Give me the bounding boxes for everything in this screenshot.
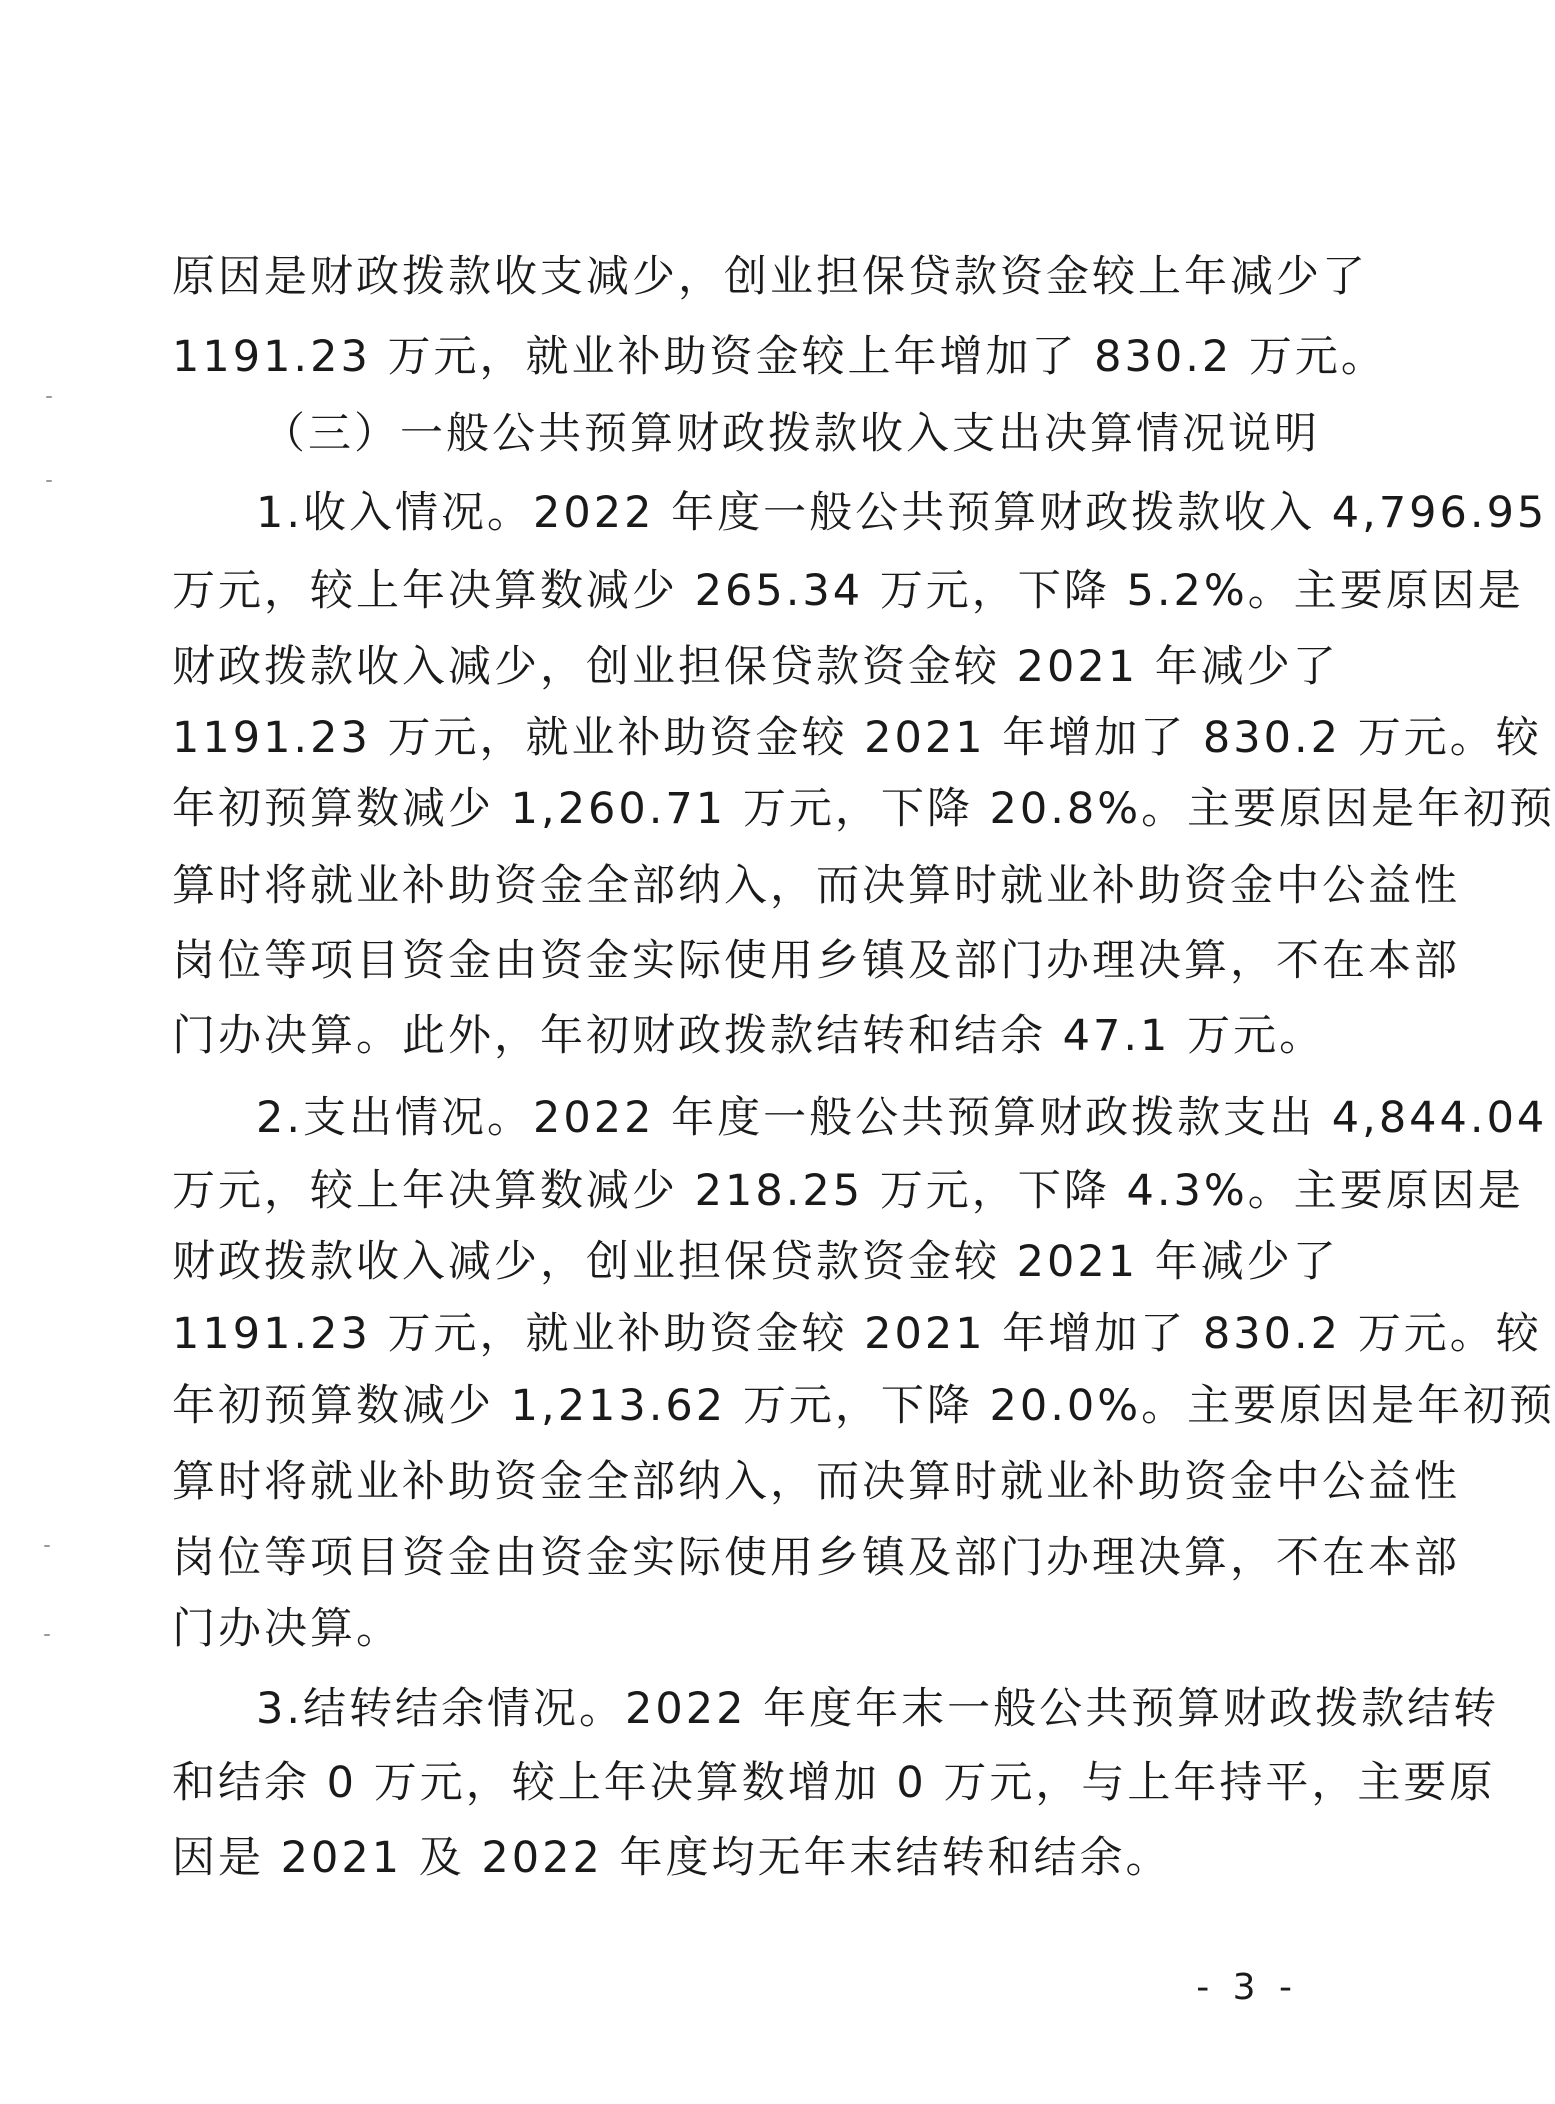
paragraph-balance-line-2: 和结余 0 万元，较上年决算数增加 0 万元，与上年持平，主要原 bbox=[172, 1758, 1496, 1808]
scan-mark bbox=[44, 1545, 50, 1547]
scan-mark bbox=[44, 1634, 50, 1636]
page-number: - 3 - bbox=[1196, 1967, 1298, 2008]
paragraph-expense-line-8: 门办决算。 bbox=[172, 1604, 402, 1654]
scan-mark bbox=[46, 480, 52, 482]
body-line-1: 原因是财政拨款收支减少，创业担保贷款资金较上年减少了 bbox=[172, 252, 1368, 302]
scan-mark bbox=[46, 396, 52, 398]
paragraph-expense-line-6: 算时将就业补助资金全部纳入，而决算时就业补助资金中公益性 bbox=[172, 1457, 1460, 1507]
paragraph-income-line-2: 万元，较上年决算数减少 265.34 万元，下降 5.2%。主要原因是 bbox=[172, 566, 1524, 616]
paragraph-expense-line-2: 万元，较上年决算数减少 218.25 万元，下降 4.3%。主要原因是 bbox=[172, 1166, 1524, 1216]
paragraph-balance-line-1: 3.结转结余情况。2022 年度年末一般公共预算财政拨款结转 bbox=[256, 1684, 1500, 1734]
paragraph-expense-line-1: 2.支出情况。2022 年度一般公共预算财政拨款支出 4,844.04 bbox=[256, 1093, 1548, 1143]
paragraph-expense-line-3: 财政拨款收入减少，创业担保贷款资金较 2021 年减少了 bbox=[172, 1237, 1339, 1287]
paragraph-income-line-3: 财政拨款收入减少，创业担保贷款资金较 2021 年减少了 bbox=[172, 642, 1339, 692]
paragraph-expense-line-4: 1191.23 万元，就业补助资金较 2021 年增加了 830.2 万元。较 bbox=[172, 1309, 1542, 1359]
paragraph-income-line-1: 1.收入情况。2022 年度一般公共预算财政拨款收入 4,796.95 bbox=[256, 488, 1548, 538]
body-line-2: 1191.23 万元，就业补助资金较上年增加了 830.2 万元。 bbox=[172, 332, 1387, 382]
paragraph-income-line-5: 年初预算数减少 1,260.71 万元，下降 20.8%。主要原因是年初预 bbox=[172, 784, 1555, 834]
section-heading: （三）一般公共预算财政拨款收入支出决算情况说明 bbox=[262, 409, 1320, 459]
paragraph-expense-line-5: 年初预算数减少 1,213.62 万元，下降 20.0%。主要原因是年初预 bbox=[172, 1381, 1555, 1431]
paragraph-balance-line-3: 因是 2021 及 2022 年度均无年末结转和结余。 bbox=[172, 1833, 1172, 1883]
paragraph-income-line-8: 门办决算。此外，年初财政拨款结转和结余 47.1 万元。 bbox=[172, 1011, 1326, 1061]
paragraph-income-line-4: 1191.23 万元，就业补助资金较 2021 年增加了 830.2 万元。较 bbox=[172, 713, 1542, 763]
paragraph-expense-line-7: 岗位等项目资金由资金实际使用乡镇及部门办理决算，不在本部 bbox=[172, 1533, 1460, 1583]
paragraph-income-line-7: 岗位等项目资金由资金实际使用乡镇及部门办理决算，不在本部 bbox=[172, 936, 1460, 986]
paragraph-income-line-6: 算时将就业补助资金全部纳入，而决算时就业补助资金中公益性 bbox=[172, 861, 1460, 911]
